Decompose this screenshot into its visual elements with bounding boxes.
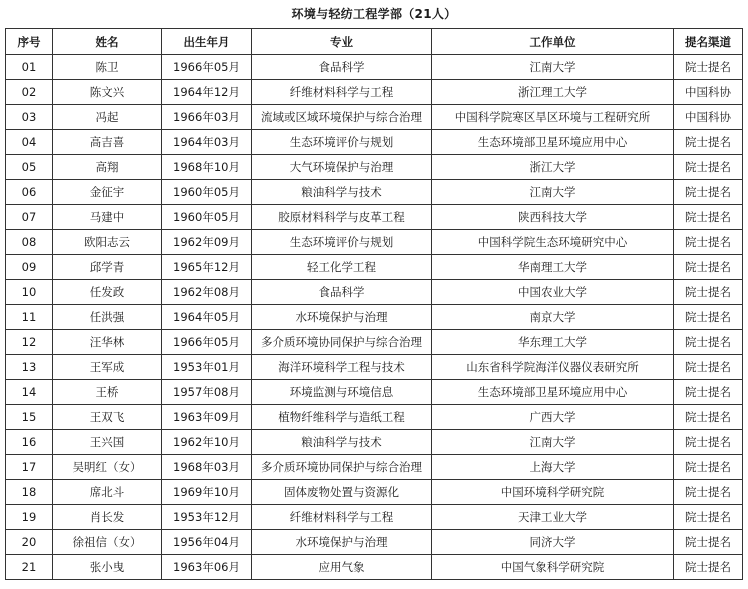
cell-name: 张小曳: [53, 555, 162, 580]
cell-unit: 江南大学: [432, 180, 674, 205]
cell-unit: 浙江大学: [432, 155, 674, 180]
cell-name: 陈文兴: [53, 80, 162, 105]
cell-major: 轻工化学工程: [252, 255, 432, 280]
table-row: [6, 155, 743, 180]
table-row: [6, 55, 743, 80]
cell-unit: 中国农业大学: [432, 280, 674, 305]
table-row: [6, 130, 743, 155]
cell-major: 粮油科学与技术: [252, 430, 432, 455]
cell-unit: 天津工业大学: [432, 505, 674, 530]
cell-no: 20: [6, 530, 53, 555]
cell-name: 冯起: [53, 105, 162, 130]
cell-channel: 院士提名: [674, 255, 743, 280]
header-name: 姓名: [53, 29, 162, 55]
table-row: [6, 355, 743, 380]
cell-no: 01: [6, 55, 53, 80]
cell-major: 胶原材料科学与皮革工程: [252, 205, 432, 230]
cell-birth: 1957年08月: [162, 380, 252, 405]
cell-unit: 上海大学: [432, 455, 674, 480]
cell-channel: 院士提名: [674, 155, 743, 180]
cell-major: 多介质环境协同保护与综合治理: [252, 330, 432, 355]
cell-major: 应用气象: [252, 555, 432, 580]
cell-channel: 院士提名: [674, 205, 743, 230]
cell-no: 04: [6, 130, 53, 155]
cell-birth: 1965年12月: [162, 255, 252, 280]
cell-birth: 1966年03月: [162, 105, 252, 130]
cell-channel: 院士提名: [674, 505, 743, 530]
table-row: [6, 330, 743, 355]
table-row: [6, 280, 743, 305]
cell-major: 流域或区域环境保护与综合治理: [252, 105, 432, 130]
cell-channel: 院士提名: [674, 455, 743, 480]
cell-birth: 1964年03月: [162, 130, 252, 155]
cell-unit: 同济大学: [432, 530, 674, 555]
cell-name: 马建中: [53, 205, 162, 230]
cell-no: 02: [6, 80, 53, 105]
cell-no: 16: [6, 430, 53, 455]
header-channel: 提名渠道: [674, 29, 743, 55]
cell-no: 08: [6, 230, 53, 255]
table-row: [6, 380, 743, 405]
cell-birth: 1953年01月: [162, 355, 252, 380]
cell-no: 19: [6, 505, 53, 530]
cell-no: 14: [6, 380, 53, 405]
cell-channel: 中国科协: [674, 105, 743, 130]
table-row: [6, 105, 743, 130]
cell-name: 金征宇: [53, 180, 162, 205]
cell-name: 王军成: [53, 355, 162, 380]
cell-unit: 陕西科技大学: [432, 205, 674, 230]
header-major: 专业: [252, 29, 432, 55]
cell-major: 水环境保护与治理: [252, 530, 432, 555]
cell-no: 18: [6, 480, 53, 505]
cell-name: 肖长发: [53, 505, 162, 530]
cell-channel: 院士提名: [674, 230, 743, 255]
table-row: [6, 230, 743, 255]
table-row: [6, 555, 743, 580]
table-row: [6, 255, 743, 280]
cell-channel: 院士提名: [674, 530, 743, 555]
cell-major: 食品科学: [252, 55, 432, 80]
cell-no: 03: [6, 105, 53, 130]
cell-channel: 院士提名: [674, 305, 743, 330]
members-table: [5, 28, 743, 580]
cell-no: 05: [6, 155, 53, 180]
table-row: [6, 530, 743, 555]
cell-birth: 1962年10月: [162, 430, 252, 455]
table-row: [6, 80, 743, 105]
cell-no: 12: [6, 330, 53, 355]
cell-channel: 院士提名: [674, 405, 743, 430]
cell-no: 17: [6, 455, 53, 480]
table-row: [6, 430, 743, 455]
cell-no: 07: [6, 205, 53, 230]
cell-unit: 江南大学: [432, 55, 674, 80]
cell-channel: 院士提名: [674, 480, 743, 505]
cell-unit: 生态环境部卫星环境应用中心: [432, 130, 674, 155]
cell-unit: 中国环境科学研究院: [432, 480, 674, 505]
header-no: 序号: [6, 29, 53, 55]
cell-birth: 1962年08月: [162, 280, 252, 305]
cell-unit: 广西大学: [432, 405, 674, 430]
cell-birth: 1964年05月: [162, 305, 252, 330]
cell-major: 大气环境保护与治理: [252, 155, 432, 180]
cell-name: 高翔: [53, 155, 162, 180]
cell-name: 徐祖信（女）: [53, 530, 162, 555]
cell-major: 海洋环境科学工程与技术: [252, 355, 432, 380]
cell-name: 王双飞: [53, 405, 162, 430]
cell-no: 11: [6, 305, 53, 330]
cell-birth: 1956年04月: [162, 530, 252, 555]
cell-birth: 1963年09月: [162, 405, 252, 430]
cell-major: 生态环境评价与规划: [252, 230, 432, 255]
cell-birth: 1960年05月: [162, 180, 252, 205]
cell-birth: 1968年10月: [162, 155, 252, 180]
cell-birth: 1953年12月: [162, 505, 252, 530]
cell-no: 13: [6, 355, 53, 380]
cell-no: 10: [6, 280, 53, 305]
table-row: [6, 505, 743, 530]
header-unit: 工作单位: [432, 29, 674, 55]
cell-unit: 生态环境部卫星环境应用中心: [432, 380, 674, 405]
cell-unit: 中国科学院生态环境研究中心: [432, 230, 674, 255]
cell-major: 纤维材料科学与工程: [252, 505, 432, 530]
cell-name: 高吉喜: [53, 130, 162, 155]
header-birth: 出生年月: [162, 29, 252, 55]
cell-channel: 院士提名: [674, 380, 743, 405]
cell-unit: 江南大学: [432, 430, 674, 455]
cell-name: 陈卫: [53, 55, 162, 80]
cell-channel: 院士提名: [674, 555, 743, 580]
table-row: [6, 305, 743, 330]
cell-channel: 院士提名: [674, 330, 743, 355]
cell-no: 21: [6, 555, 53, 580]
cell-channel: 院士提名: [674, 130, 743, 155]
cell-unit: 南京大学: [432, 305, 674, 330]
cell-birth: 1960年05月: [162, 205, 252, 230]
cell-unit: 中国气象科学研究院: [432, 555, 674, 580]
cell-birth: 1964年12月: [162, 80, 252, 105]
page-title: 环境与轻纺工程学部（21人）: [291, 7, 457, 21]
cell-major: 生态环境评价与规划: [252, 130, 432, 155]
cell-name: 任洪强: [53, 305, 162, 330]
cell-unit: 华南理工大学: [432, 255, 674, 280]
cell-no: 15: [6, 405, 53, 430]
cell-name: 吴明红（女）: [53, 455, 162, 480]
cell-birth: 1966年05月: [162, 330, 252, 355]
cell-major: 多介质环境协同保护与综合治理: [252, 455, 432, 480]
table-row: [6, 205, 743, 230]
cell-unit: 华东理工大学: [432, 330, 674, 355]
cell-channel: 中国科协: [674, 80, 743, 105]
cell-major: 固体废物处置与资源化: [252, 480, 432, 505]
cell-birth: 1969年10月: [162, 480, 252, 505]
cell-birth: 1963年06月: [162, 555, 252, 580]
table-body: [6, 55, 743, 580]
cell-no: 09: [6, 255, 53, 280]
table-header-row: [6, 29, 743, 55]
cell-unit: 山东省科学院海洋仪器仪表研究所: [432, 355, 674, 380]
cell-channel: 院士提名: [674, 430, 743, 455]
cell-name: 汪华林: [53, 330, 162, 355]
cell-no: 06: [6, 180, 53, 205]
cell-channel: 院士提名: [674, 180, 743, 205]
cell-major: 纤维材料科学与工程: [252, 80, 432, 105]
cell-name: 王兴国: [53, 430, 162, 455]
cell-major: 环境监测与环境信息: [252, 380, 432, 405]
cell-channel: 院士提名: [674, 355, 743, 380]
table-row: [6, 180, 743, 205]
cell-name: 席北斗: [53, 480, 162, 505]
cell-unit: 浙江理工大学: [432, 80, 674, 105]
cell-major: 植物纤维科学与造纸工程: [252, 405, 432, 430]
cell-name: 任发政: [53, 280, 162, 305]
cell-unit: 中国科学院寒区旱区环境与工程研究所: [432, 105, 674, 130]
cell-name: 欧阳志云: [53, 230, 162, 255]
cell-birth: 1966年05月: [162, 55, 252, 80]
cell-major: 粮油科学与技术: [252, 180, 432, 205]
cell-channel: 院士提名: [674, 280, 743, 305]
cell-name: 王桥: [53, 380, 162, 405]
cell-birth: 1962年09月: [162, 230, 252, 255]
cell-channel: 院士提名: [674, 55, 743, 80]
cell-major: 水环境保护与治理: [252, 305, 432, 330]
cell-major: 食品科学: [252, 280, 432, 305]
table-row: [6, 405, 743, 430]
cell-birth: 1968年03月: [162, 455, 252, 480]
table-row: [6, 480, 743, 505]
cell-name: 邱学青: [53, 255, 162, 280]
table-row: [6, 455, 743, 480]
